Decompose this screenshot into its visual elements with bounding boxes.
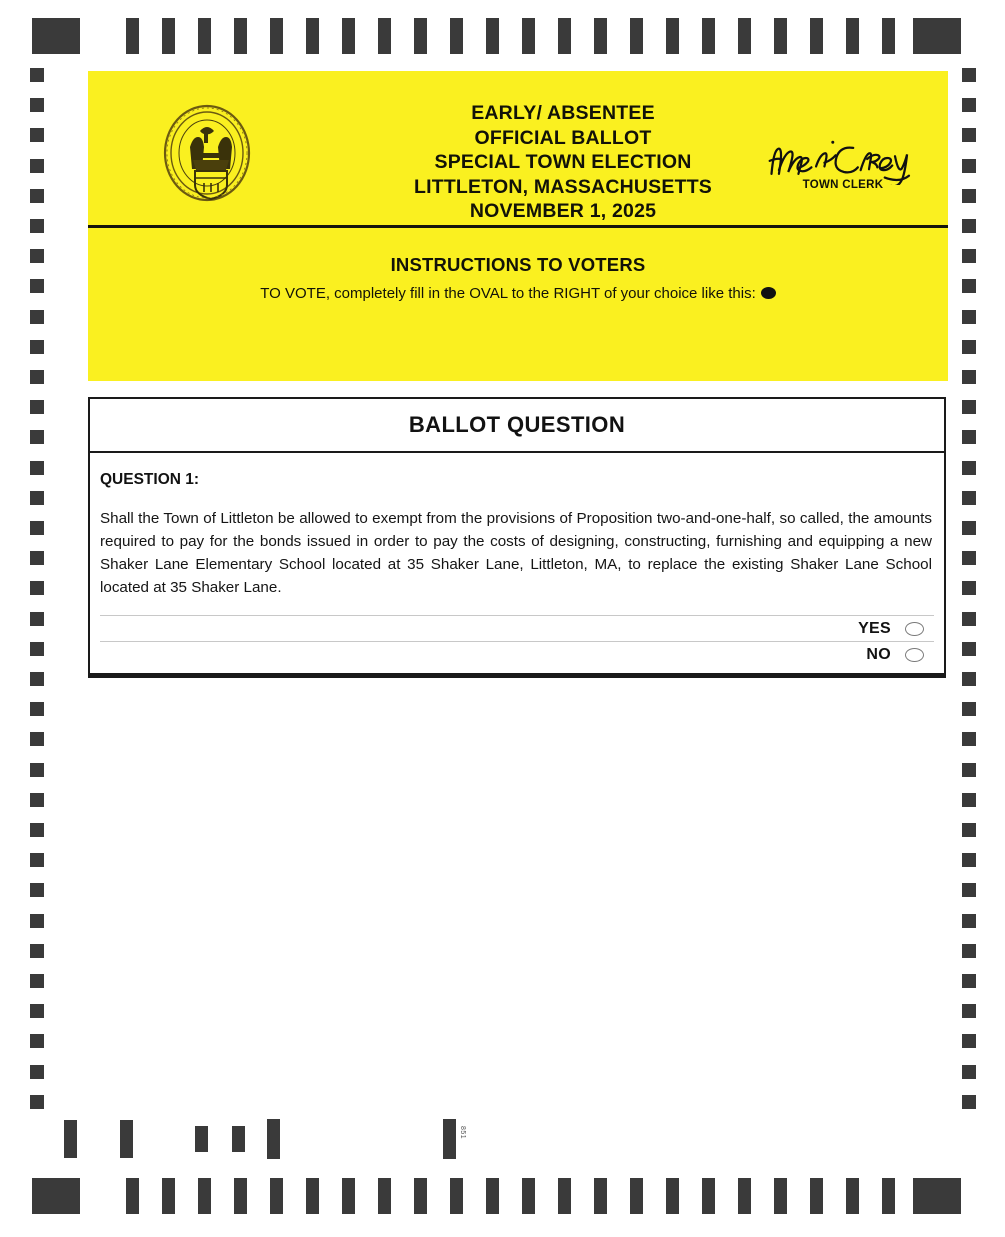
timing-mark bbox=[962, 189, 976, 203]
timing-mark bbox=[666, 1178, 679, 1214]
timing-mark bbox=[962, 219, 976, 233]
timing-mark bbox=[30, 98, 44, 112]
timing-mark bbox=[30, 340, 44, 354]
ballot-title-line-5: NOVEMBER 1, 2025 bbox=[469, 200, 657, 222]
timing-mark bbox=[342, 18, 355, 54]
question-box-bottom-rule bbox=[90, 673, 944, 676]
timing-mark bbox=[30, 672, 44, 686]
timing-mark bbox=[962, 823, 976, 837]
timing-mark bbox=[162, 1178, 175, 1214]
timing-mark bbox=[30, 974, 44, 988]
timing-mark bbox=[962, 128, 976, 142]
timing-mark bbox=[30, 68, 44, 82]
timing-mark bbox=[342, 1178, 355, 1214]
timing-mark bbox=[30, 642, 44, 656]
timing-mark bbox=[270, 1178, 283, 1214]
town-seal-icon bbox=[160, 103, 254, 203]
corner-registration-block-top-left bbox=[32, 18, 80, 54]
timing-mark bbox=[30, 370, 44, 384]
timing-mark bbox=[30, 1095, 44, 1109]
timing-mark bbox=[306, 1178, 319, 1214]
timing-mark bbox=[962, 310, 976, 324]
timing-mark bbox=[594, 1178, 607, 1214]
timing-mark bbox=[30, 763, 44, 777]
timing-mark bbox=[630, 18, 643, 54]
top-timing-mark-row bbox=[0, 18, 1005, 58]
timing-mark bbox=[414, 18, 427, 54]
timing-mark bbox=[962, 732, 976, 746]
ballot-question-header bbox=[90, 399, 944, 453]
ballot-title-line-2: OFFICIAL BALLOT bbox=[474, 126, 652, 149]
timing-mark bbox=[486, 18, 499, 54]
answer-label-no: NO bbox=[866, 645, 891, 663]
timing-mark bbox=[962, 340, 976, 354]
timing-mark bbox=[962, 793, 976, 807]
timing-mark bbox=[126, 1178, 139, 1214]
bottom-timing-mark-row bbox=[0, 1178, 1005, 1218]
timing-mark bbox=[738, 1178, 751, 1214]
timing-mark bbox=[522, 1178, 535, 1214]
timing-mark bbox=[630, 1178, 643, 1214]
timing-mark bbox=[962, 521, 976, 535]
timing-mark bbox=[702, 18, 715, 54]
timing-mark bbox=[450, 18, 463, 54]
ballot-style-identification-marks bbox=[0, 1118, 1005, 1168]
timing-mark bbox=[962, 249, 976, 263]
timing-mark bbox=[30, 944, 44, 958]
timing-mark bbox=[882, 18, 895, 54]
timing-mark bbox=[962, 1095, 976, 1109]
timing-mark bbox=[810, 18, 823, 54]
ballot-question-header-label: BALLOT QUESTION bbox=[408, 412, 626, 437]
timing-mark bbox=[30, 521, 44, 535]
ballot-header-panel bbox=[88, 71, 948, 381]
timing-mark bbox=[30, 551, 44, 565]
ballot-style-mark bbox=[64, 1120, 77, 1158]
timing-mark bbox=[738, 18, 751, 54]
ballot-style-mark bbox=[267, 1119, 280, 1159]
ballot-header-top bbox=[88, 71, 948, 228]
timing-mark bbox=[558, 1178, 571, 1214]
vote-oval-yes[interactable] bbox=[905, 622, 924, 636]
timing-mark bbox=[774, 18, 787, 54]
ballot-style-mark bbox=[443, 1119, 456, 1159]
question-body bbox=[90, 453, 944, 673]
filled-oval-icon bbox=[761, 287, 776, 299]
timing-mark bbox=[962, 944, 976, 958]
timing-mark bbox=[270, 18, 283, 54]
clerk-signature-icon bbox=[748, 133, 938, 185]
timing-mark bbox=[30, 219, 44, 233]
ballot-serial-number: 851 bbox=[459, 1126, 466, 1140]
ballot-title-line-1: EARLY/ ABSENTEE bbox=[471, 102, 655, 124]
timing-mark bbox=[810, 1178, 823, 1214]
corner-registration-block-bottom-right bbox=[913, 1178, 961, 1214]
corner-registration-block-bottom-left bbox=[32, 1178, 80, 1214]
timing-mark bbox=[30, 1065, 44, 1079]
instructions-text-line bbox=[88, 285, 948, 302]
timing-mark bbox=[962, 1065, 976, 1079]
timing-mark bbox=[962, 461, 976, 475]
timing-mark bbox=[522, 18, 535, 54]
timing-mark bbox=[666, 18, 679, 54]
timing-mark bbox=[962, 883, 976, 897]
timing-mark bbox=[306, 18, 319, 54]
timing-mark bbox=[30, 612, 44, 626]
timing-mark bbox=[414, 1178, 427, 1214]
answer-row-yes[interactable] bbox=[100, 615, 934, 641]
timing-mark bbox=[594, 18, 607, 54]
timing-mark bbox=[962, 853, 976, 867]
timing-mark bbox=[962, 491, 976, 505]
timing-mark bbox=[558, 18, 571, 54]
timing-mark bbox=[30, 279, 44, 293]
timing-mark bbox=[126, 18, 139, 54]
right-timing-mark-column bbox=[962, 0, 1002, 1237]
question-text: Shall the Town of Littleton be allowed to exempt from the provisions of Proposition two-and-one-half, so called, the amounts required to pay for the bonds issued in order to pay the costs of designing, constructing, furnishing and equipping a new Shaker Lane Elementary School located at 35 Shaker Lane, Littleton, MA, to replace the existing Shaker Lane School located at 35 Shaker Lane. bbox=[100, 510, 932, 596]
timing-mark bbox=[962, 1004, 976, 1018]
timing-mark bbox=[30, 883, 44, 897]
timing-mark bbox=[198, 18, 211, 54]
timing-mark bbox=[962, 68, 976, 82]
timing-mark bbox=[962, 1034, 976, 1048]
ballot-header-titles bbox=[348, 101, 778, 224]
timing-mark bbox=[702, 1178, 715, 1214]
answer-options-list bbox=[100, 615, 934, 667]
timing-mark bbox=[962, 400, 976, 414]
answer-label-yes: YES bbox=[858, 619, 891, 637]
timing-mark bbox=[378, 1178, 391, 1214]
timing-mark bbox=[962, 642, 976, 656]
ballot-question-box bbox=[88, 397, 946, 678]
timing-mark bbox=[962, 159, 976, 173]
timing-mark bbox=[30, 461, 44, 475]
timing-mark bbox=[234, 1178, 247, 1214]
timing-mark bbox=[30, 189, 44, 203]
timing-mark bbox=[962, 98, 976, 112]
left-timing-mark-column bbox=[30, 0, 70, 1237]
timing-mark bbox=[962, 914, 976, 928]
answer-row-no[interactable] bbox=[100, 641, 934, 667]
timing-mark bbox=[962, 370, 976, 384]
timing-mark bbox=[30, 310, 44, 324]
timing-mark bbox=[882, 1178, 895, 1214]
corner-registration-block-top-right bbox=[913, 18, 961, 54]
ballot-title-line-4: LITTLETON, MASSACHUSETTS bbox=[413, 175, 713, 198]
ballot-style-mark bbox=[120, 1120, 133, 1158]
timing-mark bbox=[30, 128, 44, 142]
timing-mark bbox=[962, 702, 976, 716]
timing-mark bbox=[378, 18, 391, 54]
timing-mark bbox=[846, 18, 859, 54]
timing-mark bbox=[30, 823, 44, 837]
question-number-label: QUESTION 1: bbox=[100, 471, 200, 488]
timing-mark bbox=[30, 914, 44, 928]
timing-mark bbox=[962, 974, 976, 988]
timing-mark bbox=[30, 430, 44, 444]
timing-mark bbox=[30, 732, 44, 746]
timing-mark bbox=[962, 612, 976, 626]
ballot-style-mark bbox=[195, 1126, 208, 1152]
timing-mark bbox=[962, 551, 976, 565]
vote-oval-no[interactable] bbox=[905, 648, 924, 662]
timing-mark bbox=[846, 1178, 859, 1214]
timing-mark bbox=[962, 581, 976, 595]
timing-mark bbox=[774, 1178, 787, 1214]
instructions-text: TO VOTE, completely fill in the OVAL to the RIGHT of your choice like this: bbox=[260, 285, 756, 302]
timing-mark bbox=[30, 400, 44, 414]
timing-mark bbox=[30, 1004, 44, 1018]
town-clerk-signature-block bbox=[748, 133, 938, 191]
instructions-to-voters-block bbox=[88, 228, 948, 302]
timing-mark bbox=[30, 249, 44, 263]
timing-mark bbox=[486, 1178, 499, 1214]
timing-mark bbox=[30, 702, 44, 716]
timing-mark bbox=[30, 491, 44, 505]
ballot-title-line-3: SPECIAL TOWN ELECTION bbox=[434, 151, 692, 173]
timing-mark bbox=[962, 763, 976, 777]
timing-mark bbox=[234, 18, 247, 54]
timing-mark bbox=[450, 1178, 463, 1214]
ballot-style-mark bbox=[232, 1126, 245, 1152]
timing-mark bbox=[30, 159, 44, 173]
timing-mark bbox=[198, 1178, 211, 1214]
timing-mark bbox=[962, 672, 976, 686]
timing-mark bbox=[30, 853, 44, 867]
timing-mark bbox=[30, 1034, 44, 1048]
timing-mark bbox=[962, 279, 976, 293]
timing-mark bbox=[162, 18, 175, 54]
instructions-heading: INSTRUCTIONS TO VOTERS bbox=[390, 254, 646, 275]
timing-mark bbox=[962, 430, 976, 444]
town-clerk-label: TOWN CLERK bbox=[802, 179, 884, 191]
timing-mark bbox=[30, 581, 44, 595]
timing-mark bbox=[30, 793, 44, 807]
